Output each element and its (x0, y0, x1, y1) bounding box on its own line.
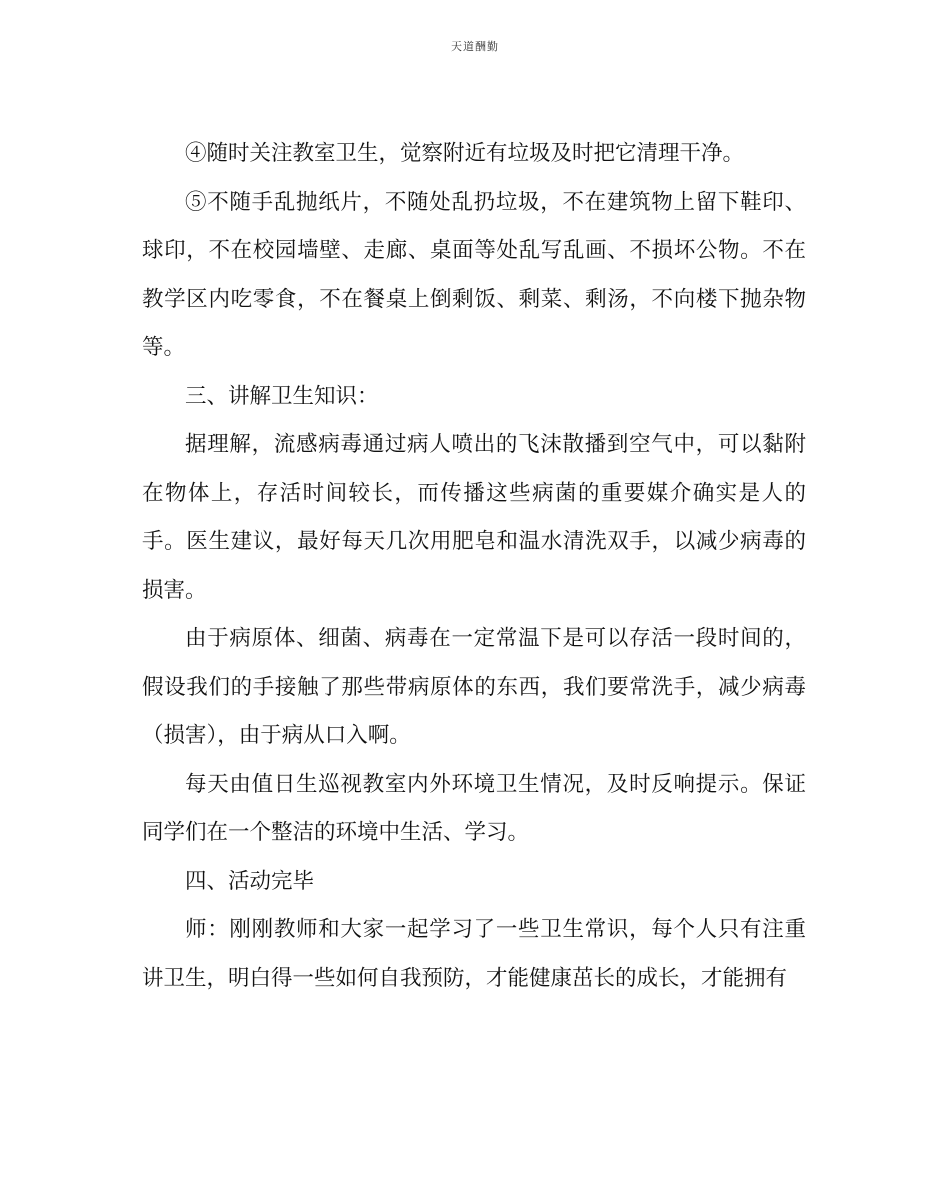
paragraph-pathogens: 由于病原体、细菌、病毒在一定常温下是可以存活一段时间的，假设我们的手接触了那些带病原体的东西，我们要常洗手，减少病毒（损害），由于病从口入啊。 (142, 626, 806, 748)
paragraph-item-4: ④随时关注教室卫生，觉察附近有垃圾及时把它清理干净。 (185, 141, 745, 166)
paragraph-item-5: ⑤不随手乱抛纸片，不随处乱扔垃圾，不在建筑物上留下鞋印、球印，不在校园墙壁、走廊、桌面等处乱写乱画、不损坏公物。不在教学区内吃零食，不在餐桌上倒剩饭、剩菜、剩汤，不向楼下抛杂物等。 (142, 189, 806, 360)
page-header: 天道酬勤 (451, 40, 499, 53)
document-body (142, 130, 806, 1003)
section-heading-4: 四、活动完毕 (185, 868, 315, 894)
paragraph-teacher-summary: 师：刚刚教师和大家一起学习了一些卫生常识，每个人只有注重讲卫生，明白得一些如何自我预防，才能健康茁长的成长，才能拥有 (142, 917, 806, 991)
section-heading-3: 三、讲解卫生知识： (185, 383, 379, 409)
paragraph-flu-virus: 据理解，流感病毒通过病人喷出的飞沫散播到空气中，可以黏附在物体上，存活时间较长，而传播这些病菌的重要媒介确实是人的手。医生建议，最好每天几次用肥皂和温水清洗双手，以减少病毒的损害。 (142, 432, 806, 603)
paragraph-duty-student: 每天由值日生巡视教室内外环境卫生情况，及时反响提示。保证同学们在一个整洁的环境中生活、学习。 (142, 771, 806, 845)
